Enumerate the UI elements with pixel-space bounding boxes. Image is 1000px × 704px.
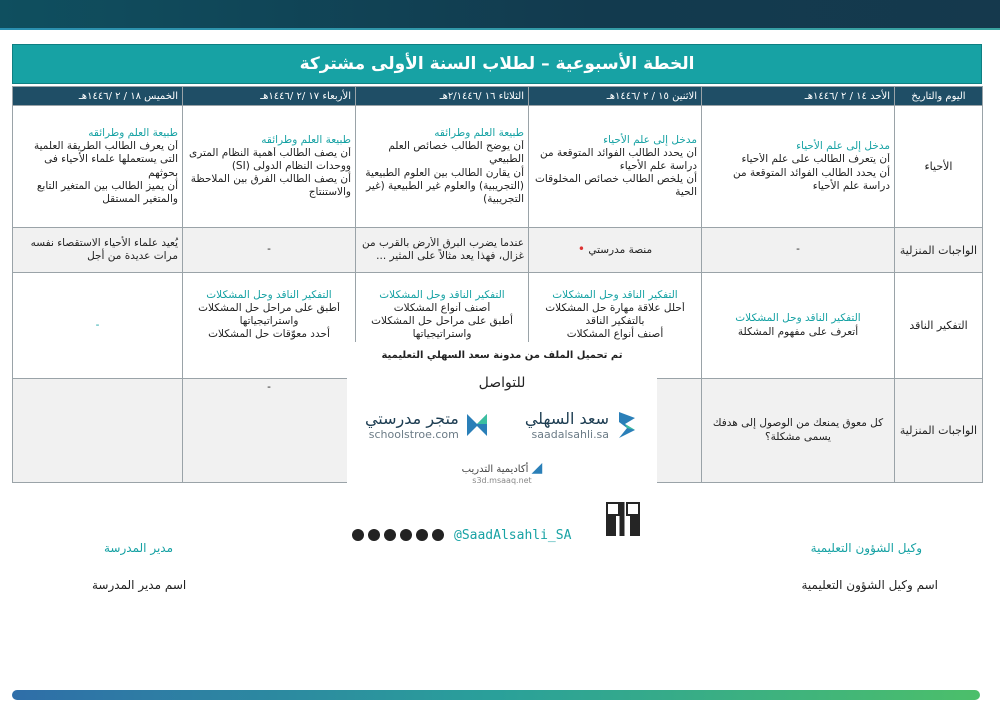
snapchat-icon[interactable] <box>352 529 364 541</box>
logos-row <box>347 409 657 441</box>
cell-text: أتعرف على مفهوم المشكلة <box>737 325 859 338</box>
cell-subject: طبيعة العلم وطرائقه <box>88 127 178 140</box>
academy-title: أكاديمية التدريب <box>461 464 529 475</box>
homework-cell: - <box>183 228 356 273</box>
critical-cell: - <box>13 273 183 379</box>
social-handle[interactable]: @SaadAlsahli_SA <box>454 527 572 543</box>
academy-url: s3d.msaaq.net <box>472 476 532 485</box>
cell-text: أحلل علاقة مهارة حل المشكلات بالتفكير الناقد أصنف أنواع المشكلات <box>545 302 685 341</box>
biology-cell <box>13 106 183 228</box>
download-notice-text: تم تحميل الملف من مدونة سعد السهلي التعليمية <box>381 350 623 361</box>
header-day-date: اليوم والتاريخ <box>895 87 983 106</box>
homework-cell: - <box>183 379 356 483</box>
contact-heading: للتواصل <box>478 375 526 391</box>
row-label-homework: الواجبات المنزلية <box>895 379 983 483</box>
homework-cell <box>356 228 529 273</box>
logo-title: سعد السهلي <box>524 409 610 428</box>
cell-subject: التفكير الناقد وحل المشكلات <box>552 289 678 301</box>
cell-subject: مدخل إلى علم الأحياء <box>603 133 697 146</box>
homework-cell <box>529 228 702 273</box>
cell-subject: التفكير الناقد وحل المشكلات <box>379 289 505 301</box>
table-row <box>13 106 983 228</box>
row-label-critical-thinking: التفكير الناقد <box>895 273 983 379</box>
x-icon[interactable] <box>368 529 380 541</box>
saad-alsahli-logo[interactable] <box>525 409 639 441</box>
youtube-icon[interactable] <box>400 529 412 541</box>
cell-text: منصة مدرستي <box>588 244 653 257</box>
qr-code-icon <box>606 502 640 536</box>
homework-cell <box>13 379 183 483</box>
cell-text: أطبق على مراحل حل المشكلات واستراتيجياتها أحدد معوّقات حل المشكلات <box>198 302 340 341</box>
homework-cell: - <box>702 228 895 273</box>
vice-principal-name: اسم وكيل الشؤون التعليمية <box>801 578 938 592</box>
biology-cell <box>356 106 529 228</box>
instagram-icon[interactable] <box>384 529 396 541</box>
vice-principal-title: وكيل الشؤون التعليمية <box>810 541 922 555</box>
logo-title: متجر مدرستي <box>364 409 459 428</box>
cell-text: أن يصف الطالب أهمية النظام المترى ووحدات النظام الدولى (SI) أن يصف الطالب الفرق بين الملاحظة والاستنتاج <box>189 146 351 199</box>
cell-text: عندما يضرب البرق الأرض بالقرب من غزال، فهذا يعد مثالاً على المثير ... <box>362 236 524 262</box>
header-day-sunday: الأحد ١٤ / ٢ /١٤٤٦هـ <box>702 87 895 106</box>
critical-cell <box>702 273 895 379</box>
cell-text: أن يوضح الطالب خصائص العلم الطبيعي أن يقارن الطالب بين العلوم الطبيعية (التجريبية) والعلوم غير الطبيعية (غير التجريبية) <box>365 140 524 205</box>
training-academy-logo[interactable] <box>347 460 657 485</box>
row-label-homework: الواجبات المنزلية <box>895 228 983 273</box>
saad-alsahli-mark-icon <box>615 410 639 440</box>
cell-subject: طبيعة العلم وطرائقه <box>434 127 524 140</box>
telegram-icon[interactable] <box>416 529 428 541</box>
principal-name: اسم مدير المدرسة <box>92 578 187 592</box>
social-links <box>352 524 642 546</box>
cell-text: أن يتعرف الطالب على علم الأحياء أن يحدد الطالب الفوائد المتوقعة من دراسة علم الأحياء <box>733 153 890 192</box>
logo-url: saadalsahli.sa <box>531 428 610 441</box>
header-day-monday: الاثنين ١٥ / ٢ /١٤٤٦هـ <box>529 87 702 106</box>
homework-cell: كل معوق يمنعك من الوصول إلى هدفك يسمى مشكلة؟ <box>702 379 895 483</box>
biology-cell <box>702 106 895 228</box>
cell-text: أصنف أنواع المشكلات أطبق على مراحل حل المشكلات واستراتيجياتها <box>371 302 513 341</box>
header-day-thursday: الخميس ١٨ / ٢ /١٤٤٦هـ <box>13 87 183 106</box>
page-title: الخطة الأسبوعية – لطلاب السنة الأولى مشتركة <box>12 44 982 84</box>
biology-cell <box>529 106 702 228</box>
cell-text: أن يعرف الطالب الطريقة العلمية التى يستعملها علماء الأحياء فى بحوثهم أن يميز الطالب بين المتغير التابع والمتغير المستقل <box>34 140 178 205</box>
table-row <box>13 228 983 273</box>
principal-title: مدير المدرسة <box>104 541 174 555</box>
top-banner <box>0 0 1000 30</box>
critical-cell <box>183 273 356 379</box>
school-store-mark-icon <box>465 410 489 440</box>
tiktok-icon[interactable] <box>432 529 444 541</box>
header-day-wednesday: الأربعاء ١٧ /٢ /١٤٤٦هـ <box>183 87 356 106</box>
bottom-banner <box>12 690 980 700</box>
row-label-biology: الأحياء <box>895 106 983 228</box>
biology-cell <box>183 106 356 228</box>
header-day-tuesday: الثلاثاء ١٦ /٢/١٤٤٦هـ <box>356 87 529 106</box>
cell-subject: التفكير الناقد وحل المشكلات <box>206 289 332 301</box>
logo-url: schoolstroe.com <box>368 428 459 441</box>
cell-subject: التفكير الناقد وحل المشكلات <box>735 312 861 325</box>
cell-subject: مدخل إلى علم الأحياء <box>796 140 890 153</box>
red-dot-icon: • <box>577 242 585 257</box>
school-store-logo[interactable] <box>365 409 489 441</box>
cell-subject: طبيعة العلم وطرائقه <box>261 133 351 146</box>
download-notice-overlay <box>347 342 657 490</box>
homework-cell: يُعيد علماء الأحياء الاستقصاء نفسه مرات عديدة من أجل <box>13 228 183 273</box>
academy-mark-icon: ◢ <box>531 460 543 476</box>
cell-text: أن يحدد الطالب الفوائد المتوقعة من دراسة علم الأحياء أن يلخص الطالب خصائص المخلوقات الحية <box>534 146 697 199</box>
header-row <box>13 87 983 106</box>
